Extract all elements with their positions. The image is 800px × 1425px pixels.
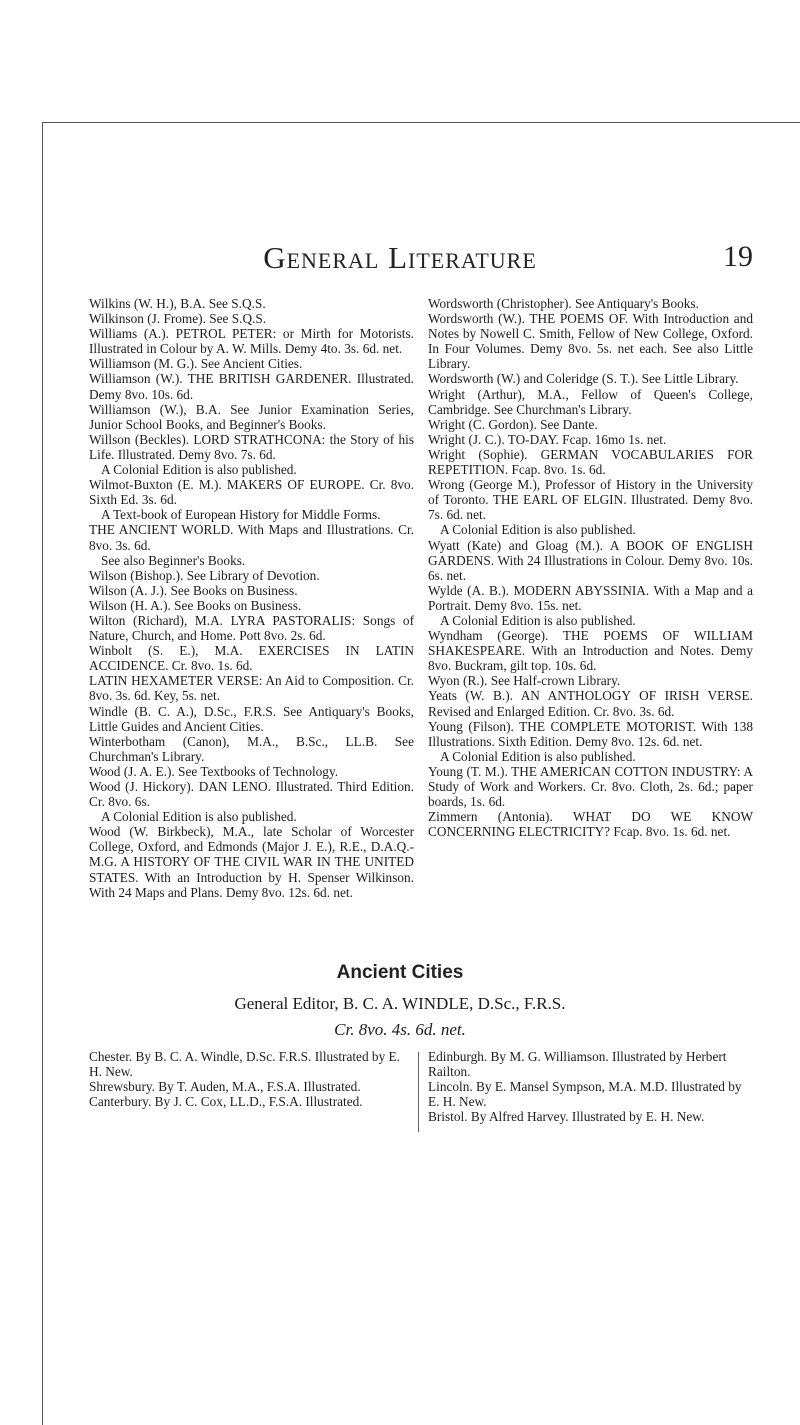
section-price: Cr. 8vo. 4s. 6d. net. xyxy=(334,1020,466,1039)
entry: Wilkins (W. H.), B.A. See S.Q.S. xyxy=(89,296,266,311)
entry: Williamson (W.). THE BRITISH GARDENER. Illustrated. Demy 8vo. 10s. 6d. xyxy=(89,371,414,402)
cities-list-right xyxy=(428,1049,753,1124)
entry-note: A Colonial Edition is also published. xyxy=(440,748,636,764)
entry: Wright (J. C.). TO-DAY. Fcap. 16mo 1s. net. xyxy=(428,431,667,447)
entry: Wordsworth (W.) and Coleridge (S. T.). See Little Library. xyxy=(428,371,739,387)
entry: Willson (Beckles). LORD STRATHCONA: the Story of his Life. Illustrated. Demy 8vo. 7s. 6d. xyxy=(89,431,414,462)
entry: Wilmot-Buxton (E. M.). MAKERS OF EUROPE. Cr. 8vo. Sixth Ed. 3s. 6d. xyxy=(89,477,414,508)
city-entry: Lincoln. By E. Mansel Sympson, M.A. M.D. Illustrated by E. H. New. xyxy=(428,1079,742,1110)
entry-note: See also Beginner's Books. xyxy=(101,552,246,568)
entry: Wilkinson (J. Frome). See S.Q.S. xyxy=(89,311,267,327)
city-entry: Chester. By B. C. A. Windle, D.Sc. F.R.S. Illustrated by E. H. New. xyxy=(89,1049,401,1080)
entry: Wylde (A. B.). MODERN ABYSSINIA. With a Map and a Portrait. Demy 8vo. 15s. net. xyxy=(428,582,753,613)
entry: Wilson (Bishop.). See Library of Devotion. xyxy=(89,567,320,583)
entry: Wyndham (George). THE POEMS OF WILLIAM SHAKESPEARE. With an Introduction and Notes. Demy 8vo. Buckram, gilt top. 10s. 6d. xyxy=(428,628,753,674)
entry: Wyon (R.). See Half-crown Library. xyxy=(428,673,621,689)
section-editor: General Editor, B. C. A. WINDLE, D.Sc., F.R.S. xyxy=(234,994,566,1013)
entry: Wood (W. Birkbeck), M.A., late Scholar of Worcester College, Oxford, and Edmonds (Major J. E.), R.E., D.A.Q.-M.G. A HISTORY OF THE CIVIL WAR IN THE UNITED STATES. With an Introduction by H. Spenser Wilkinson. With 24 Maps and Plans. Demy 8vo. 12s. 6d. net. xyxy=(89,824,414,900)
entry: Wright (Arthur), M.A., Fellow of Queen's College, Cambridge. See Churchman's Library. xyxy=(428,386,753,417)
running-header: General Literature xyxy=(263,240,537,275)
city-entry: Canterbury. By J. C. Cox, LL.D., F.S.A. Illustrated. xyxy=(89,1094,363,1110)
entry: Williamson (W.), B.A. See Junior Examination Series, Junior School Books, and Beginner's Books. xyxy=(89,401,414,432)
entry: Winbolt (S. E.), M.A. EXERCISES IN LATIN ACCIDENCE. Cr. 8vo. 1s. 6d. xyxy=(89,643,414,674)
city-entry: Edinburgh. By M. G. Williamson. Illustrated by Herbert Railton. xyxy=(428,1049,727,1080)
entry: Wrong (George M.), Professor of History in the University of Toronto. THE EARL OF ELGIN. Illustrated. Demy 8vo. 7s. 6d. net. xyxy=(428,477,753,523)
entry: Wood (J. A. E.). See Textbooks of Technology. xyxy=(89,763,339,779)
entry-note: A Colonial Edition is also published. xyxy=(440,612,636,628)
entry: LATIN HEXAMETER VERSE: An Aid to Composition. Cr. 8vo. 3s. 6d. Key, 5s. net. xyxy=(89,673,414,704)
entry: Wilson (H. A.). See Books on Business. xyxy=(89,597,302,613)
section-heading: Ancient Cities xyxy=(336,962,464,983)
entry: Wilson (A. J.). See Books on Business. xyxy=(89,582,298,598)
entry: Wilton (Richard), M.A. LYRA PASTORALIS: Songs of Nature, Church, and Home. Pott 8vo. 2s. 6d. xyxy=(89,612,414,644)
entry: Williamson (M. G.). See Ancient Cities. xyxy=(89,356,303,372)
entry-note: A Colonial Edition is also published. xyxy=(101,809,297,825)
entry-note: A Text-book of European History for Middle Forms. xyxy=(101,507,381,523)
entry: Wordsworth (Christopher). See Antiquary's Books. xyxy=(428,296,699,311)
entry: Winterbotham (Canon), M.A., B.Sc., LL.B. See Churchman's Library. xyxy=(89,733,414,764)
entry: Wood (J. Hickory). DAN LENO. Illustrated. Third Edition. Cr. 8vo. 6s. xyxy=(89,779,414,810)
cities-list-left xyxy=(89,1049,414,1109)
city-entry: Bristol. By Alfred Harvey. Illustrated by E. H. New. xyxy=(428,1109,705,1125)
entry: Young (T. M.). THE AMERICAN COTTON INDUSTRY: A Study of Work and Workers. Cr. 8vo. Cloth, 2s. 6d.; paper boards, 1s. 6d. xyxy=(428,763,753,810)
entry: Williams (A.). PETROL PETER: or Mirth for Motorists. Illustrated in Colour by A. W. Mills. Demy 4to. 3s. 6d. net. xyxy=(89,326,414,357)
entry: Wright (Sophie). GERMAN VOCABULARIES FOR REPETITION. Fcap. 8vo. 1s. 6d. xyxy=(428,446,753,478)
page-border-left xyxy=(42,122,43,1425)
entry: Wright (C. Gordon). See Dante. xyxy=(428,416,598,432)
entry-note: A Colonial Edition is also published. xyxy=(101,462,297,478)
catalogue-column-right xyxy=(428,296,753,839)
page-border-top xyxy=(42,122,800,123)
entry: THE ANCIENT WORLD. With Maps and Illustrations. Cr. 8vo. 3s. 6d. xyxy=(89,522,414,553)
entry: Yeats (W. B.). AN ANTHOLOGY OF IRISH VERSE. Revised and Enlarged Edition. Cr. 8vo. 3s. 6d. xyxy=(428,688,753,719)
entry: Wyatt (Kate) and Gloag (M.). A BOOK OF ENGLISH GARDENS. With 24 Illustrations in Colour. Demy 8vo. 10s. 6s. net. xyxy=(428,537,753,583)
page-number: 19 xyxy=(723,240,753,273)
entry: Young (Filson). THE COMPLETE MOTORIST. With 138 Illustrations. Sixth Edition. Demy 8vo. 12s. 6d. net. xyxy=(428,718,753,749)
catalogue-column-left xyxy=(89,296,414,900)
entry: Windle (B. C. A.), D.Sc., F.R.S. See Antiquary's Books, Little Guides and Ancient Cities. xyxy=(89,703,414,734)
entry: Zimmern (Antonia). WHAT DO WE KNOW CONCERNING ELECTRICITY? Fcap. 8vo. 1s. 6d. net. xyxy=(428,809,753,840)
entry-note: A Colonial Edition is also published. xyxy=(440,522,636,538)
city-entry: Shrewsbury. By T. Auden, M.A., F.S.A. Illustrated. xyxy=(89,1079,361,1095)
column-divider xyxy=(418,1052,419,1132)
entry: Wordsworth (W.). THE POEMS OF. With Introduction and Notes by Nowell C. Smith, Fellow of New College, Oxford. In Four Volumes. Demy 8vo. 5s. net each. See also Little Library. xyxy=(428,311,753,372)
